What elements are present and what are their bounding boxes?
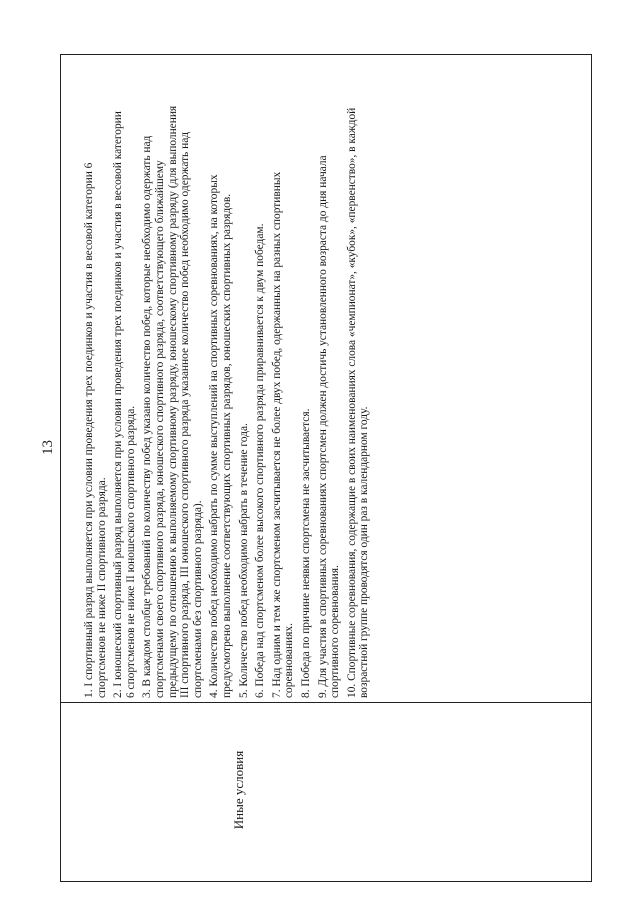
condition-item: 2. I юношеский спортивный разряд выполняется при условии проведения трех поединков и участия в весовой категории 6 спортсменов не ниже II юношеского спортивного разряда. (112, 111, 137, 698)
condition-item: 6. Победа над спортсменом более высокого спортивного разряда приравнивается к двум победам. (254, 223, 267, 698)
conditions-content (83, 103, 595, 698)
condition-item: 7. Над одним и тем же спортсменом засчитывается не более двух побед, одержанных на разных спортивных соревнованиях. (270, 171, 296, 698)
condition-item: 1. I спортивный разряд выполняется при условии проведения трех поединков и участия в весовой категории 6 спортсменов не ниже II спортивного разряда. (83, 162, 108, 698)
column-divider (61, 702, 591, 703)
row-label: Иные условия (231, 750, 246, 830)
label-cell (81, 705, 561, 875)
condition-item: 5. Количество побед необходимо набрать в течение года. (237, 423, 250, 698)
condition-item: 9. Для участия в спортивных соревнованиях спортсмен должен достичь установленного возраста до дня начала спортивного соревнования. (316, 155, 342, 698)
condition-item: 4. Количество побед необходимо набрать по сумме выступлений на спортивных соревнованиях, на которых предусмотрено выполнение соответствующих спортивных разрядов, юношеских спортивных разрядов. (208, 174, 233, 698)
condition-item: 8. Победа по причине неявки спортсмена не засчитывается. (299, 408, 312, 698)
condition-item: 3. В каждом столбце требований по количеству побед указано количество побед, которые необходимо одержать над спортсменами своего спортивного разряда, юношеского спортивного разряда, соответствующего ближайшему предыдущему по отношению к выполняемому спортивному разряду, юношескому спортивному разряду (для выполнения III спортивного разряда, III юношеского спортивного разряда указанное количество побед необходимо одержать над спортсменами без спортивного разряда). (141, 105, 204, 698)
page-number: 13 (40, 440, 56, 455)
condition-item: 10. Спортивные соревнования, содержащие в своих наименованиях слова «чемпионат», «кубок», «первенство», в каждой возрастной группе проводятся один раз в календарном году. (345, 107, 371, 698)
conditions-table (60, 54, 592, 882)
